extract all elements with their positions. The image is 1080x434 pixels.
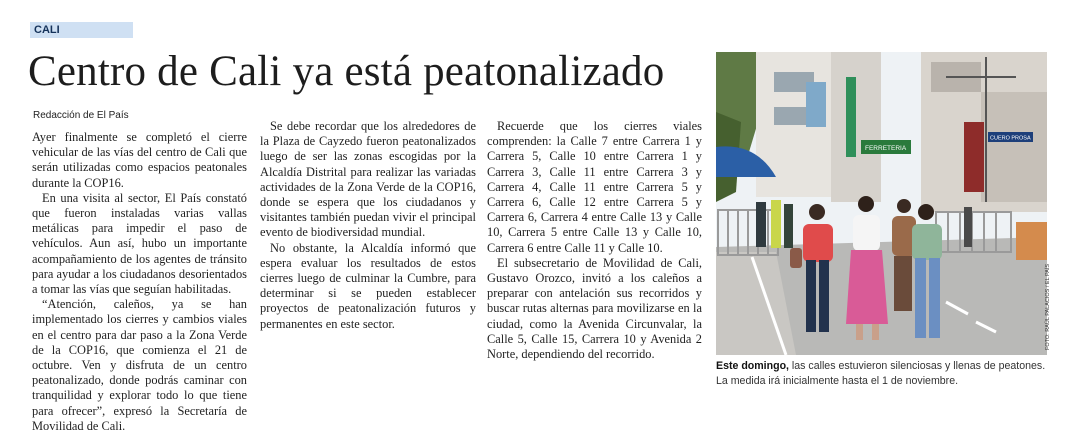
- paragraph: En una visita al sector, El País constató que fueron instaladas varias vallas metálicas para impedir el paso de vehículos. Aun así, hubo un importante acompañamiento de los agentes de tránsito para ayudar a los ciudadanos desorientados a tomar las vías que seguían habilitadas.: [32, 190, 247, 297]
- section-tag: CALI: [30, 22, 133, 38]
- paragraph: El subsecretario de Movilidad de Cali, Gustavo Orozco, invitó a los caleños a preparar con antelación sus recorridos y buscar rutas alternas para movilizarse en la ciudad, como la Avenida Circunvalar, la Calle 5, Calle 15, Carrera 10 y Avenida 2 Norte, dependiendo del recorrido.: [487, 255, 702, 362]
- ferreteria-sign: FERRETERIA: [865, 145, 907, 152]
- photo-credit: FOTO: RAÚL PALACIOS / EL PAÍS: [1045, 263, 1051, 350]
- article-column-3: [487, 119, 702, 362]
- shop-sign: CUERO PROSA: [990, 135, 1031, 142]
- paragraph: Recuerde que los cierres viales comprenden: la Calle 7 entre Carrera 1 y Carrera 5, Calle 10 entre Carrera 1 y Carrera 3, Calle 11 entre Carrera 3 y Carrera 4, Calle 11 entre Carrera 5 y Carrera 6, Calle 12 entre Carrera 5 y Carrera 6, Carrera 4 entre Calle 13 y Calle 10, Carrera 5 entre Calle 13 y Calle 10, Carrera 6 entre Calle 11 y Calle 10.: [487, 119, 702, 255]
- caption-text: las calles estuvieron silenciosas y llenas de peatones. La medida irá inicialmente hasta el 1 de noviembre.: [716, 360, 1046, 387]
- paragraph: Se debe recordar que los alrededores de la Plaza de Cayzedo fueron peatonalizados luego de ser las zonas escogidas por la Alcaldía Distrital para realizar las variadas actividades de la Zona Verde de la COP16, donde se espera que los ciudadanos y visitantes también puedan vivir el principal evento de biodiversidad mundial.: [260, 119, 476, 240]
- paragraph: “Atención, caleños, ya se han implementado los cierres y cambios viales en el centro para dar paso a la Zona Verde de la COP16, que comienza el 21 de octubre. Ven y disfruta de un centro peatonalizado, donde podrás caminar con tranquilidad y explorar todo lo que tiene para ofrecer”, expresó la Secretaría de Movilidad de Cali.: [32, 297, 247, 433]
- photo-caption: [716, 359, 1052, 389]
- article-column-1: [32, 130, 247, 434]
- paragraph: Ayer finalmente se completó el cierre vehicular de las vías del centro de Cali que serán utilizadas como espacios peatonales durante la COP16.: [32, 130, 247, 190]
- article-column-2: [260, 119, 476, 332]
- headline: Centro de Cali ya está peatonalizado: [28, 48, 665, 95]
- byline: Redacción de El País: [33, 110, 129, 121]
- news-photo: [716, 52, 1047, 355]
- paragraph: No obstante, la Alcaldía informó que espera evaluar los resultados de estos cierres luego de culminar la Cumbre, para determinar si se pueden establecer proyectos de peatonalización futuros y permanentes en este sector.: [260, 240, 476, 331]
- caption-lead: Este domingo,: [716, 360, 789, 372]
